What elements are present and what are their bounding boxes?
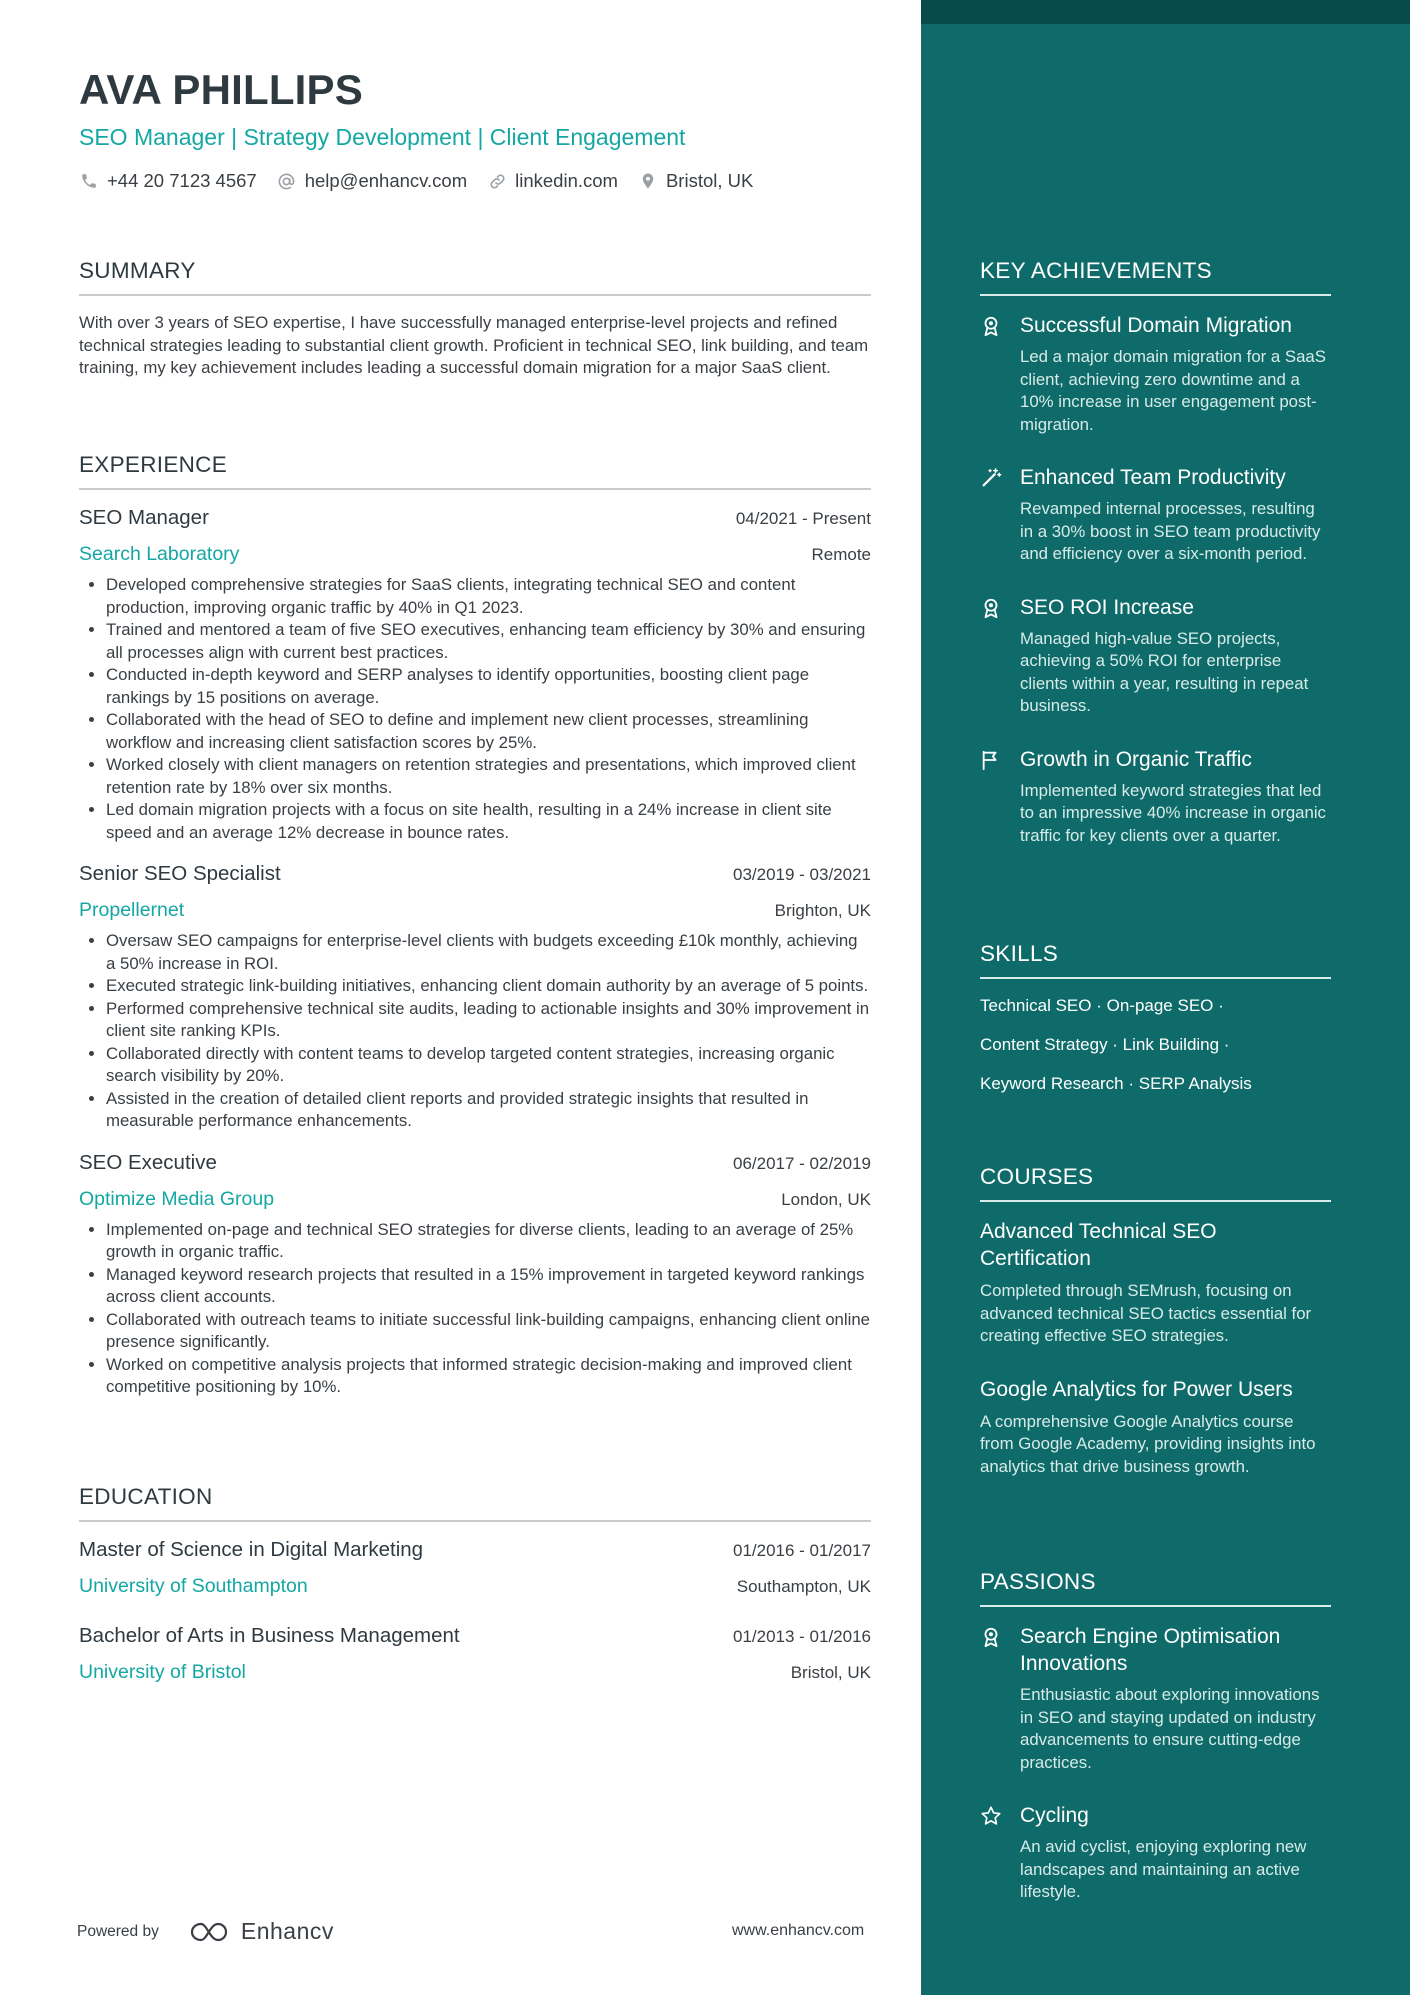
- job-role: SEO Executive: [79, 1150, 217, 1174]
- summary-heading: SUMMARY: [79, 258, 871, 296]
- education-section: [79, 1484, 871, 1710]
- flag-icon: [980, 749, 1002, 771]
- job-bullet: • Worked closely with client managers on retention strategies and presentations, which improved client retention rate by 18% over six months.: [106, 754, 871, 799]
- job-role: Senior SEO Specialist: [79, 862, 281, 885]
- achievement-title: Successful Domain Migration: [1020, 314, 1292, 337]
- course-item: [980, 1376, 1331, 1479]
- education-degree: Master of Science in Digital Marketing: [79, 1538, 424, 1561]
- job-bullet: • Collaborated with the head of SEO to define and implement new client processes, streamlining workflow and increasing client satisfaction scores by 25%.: [106, 709, 871, 754]
- achievement-item: [980, 464, 1331, 566]
- award-icon: [980, 315, 1002, 337]
- skills-section: [980, 941, 1331, 1112]
- skills-heading: SKILLS: [980, 941, 1331, 979]
- passions-section: [980, 1569, 1331, 1932]
- job-bullets: [79, 930, 871, 1133]
- job-bullet: • Oversaw SEO campaigns for enterprise-level clients with budgets exceeding £10k monthly, achieving a 50% increase in ROI.: [106, 930, 871, 975]
- passion-desc: An avid cyclist, enjoying exploring new landscapes and maintaining an active lifestyle.: [1020, 1837, 1307, 1901]
- job-location: London, UK: [781, 1189, 871, 1209]
- job-company: Propellernet: [79, 899, 185, 921]
- contact-phone-text: +44 20 7123 4567: [107, 170, 257, 191]
- education-school: University of Southampton: [79, 1575, 308, 1597]
- achievement-item: [980, 746, 1331, 848]
- contact-email-text: help@enhancv.com: [304, 170, 468, 191]
- job-location: Brighton, UK: [774, 901, 871, 920]
- at-icon: [277, 171, 297, 191]
- job-bullet: • Collaborated directly with content teams to develop targeted content strategies, increasing organic search visibility by 20%.: [106, 1043, 871, 1088]
- achievement-title: Growth in Organic Traffic: [1020, 747, 1252, 771]
- education-heading: EDUCATION: [79, 1484, 871, 1522]
- achievement-title: SEO ROI Increase: [1020, 595, 1194, 619]
- passion-desc: Enthusiastic about exploring innovations in SEO and staying updated on industry advancements to ensure cutting-edge practices.: [1020, 1685, 1320, 1772]
- achievements-heading: KEY ACHIEVEMENTS: [980, 258, 1331, 296]
- summary-text: With over 3 years of SEO expertise, I have successfully managed enterprise-level projects and refined technical strategies leading to substantial client growth. Proficient in technical SEO, link building, and team training, my key achievement includes leading a successful domain migration for a major SaaS client.: [79, 313, 869, 377]
- experience-heading: EXPERIENCE: [79, 452, 871, 490]
- course-desc: A comprehensive Google Analytics course from Google Academy, providing insights into analytics that drive business growth.: [980, 1411, 1316, 1476]
- star-icon: [980, 1805, 1002, 1827]
- location-pin-icon: [638, 171, 658, 191]
- contact-email[interactable]: [277, 170, 467, 192]
- course-item: [980, 1218, 1331, 1348]
- achievement-desc: Revamped internal processes, resulting in a 30% boost in SEO team productivity and efficiency over a six-month period.: [1020, 499, 1321, 563]
- phone-icon: [79, 171, 99, 191]
- skills-line: Content Strategy · Link Building ·: [980, 1035, 1230, 1054]
- contact-row: [79, 170, 773, 192]
- candidate-name: AVA PHILLIPS: [79, 66, 363, 113]
- contact-location: [638, 170, 753, 192]
- course-title: Google Analytics for Power Users: [980, 1377, 1293, 1401]
- education-entry: [79, 1538, 871, 1598]
- skills-line: Keyword Research · SERP Analysis: [980, 1074, 1252, 1093]
- experience-section: [79, 452, 871, 1417]
- job-bullet: • Conducted in-depth keyword and SERP analyses to identify opportunities, boosting client page rankings by 15 positions on average.: [106, 664, 871, 709]
- achievement-item: [980, 594, 1331, 718]
- contact-linkedin[interactable]: [487, 170, 618, 192]
- job-dates: 06/2017 - 02/2019: [732, 1153, 871, 1173]
- job-bullet: • Developed comprehensive strategies for SaaS clients, integrating technical SEO and content production, improving organic traffic by 40% in Q1 2023.: [106, 574, 871, 619]
- job-entry: [79, 506, 871, 844]
- contact-phone: [79, 170, 257, 192]
- powered-by: [77, 1918, 334, 1945]
- course-desc: Completed through SEMrush, focusing on advanced technical SEO tactics essential for creating effective SEO strategies.: [980, 1281, 1312, 1345]
- job-bullets: [79, 574, 871, 844]
- award-icon: [980, 1626, 1002, 1648]
- magic-wand-icon: [980, 467, 1002, 489]
- footer-url[interactable]: www.enhancv.com: [732, 1922, 865, 1939]
- passion-item: [980, 1802, 1331, 1904]
- achievement-desc: Implemented keyword strategies that led to an impressive 40% increase in organic traffic for key clients over a quarter.: [1020, 780, 1326, 845]
- summary-section: [79, 258, 871, 380]
- passions-heading: PASSIONS: [980, 1569, 1331, 1607]
- skills-line: Technical SEO · On-page SEO ·: [980, 996, 1224, 1015]
- job-dates: 03/2019 - 03/2021: [732, 865, 871, 884]
- course-title: Advanced Technical SEO Certification: [980, 1220, 1217, 1270]
- candidate-tagline: SEO Manager | Strategy Development | Client Engagement: [79, 124, 686, 150]
- education-dates: 01/2016 - 01/2017: [732, 1541, 871, 1560]
- job-bullet: • Collaborated with outreach teams to initiate successful link-building campaigns, enhancing client online presence significantly.: [106, 1309, 871, 1354]
- passion-title: Search Engine Optimisation Innovations: [1020, 1625, 1281, 1675]
- job-bullet: • Implemented on-page and technical SEO strategies for diverse clients, leading to an average of 25% growth in organic traffic.: [106, 1219, 871, 1264]
- achievement-title: Enhanced Team Productivity: [1020, 466, 1286, 489]
- powered-by-label: Powered by: [77, 1922, 159, 1940]
- job-company: Search Laboratory: [79, 543, 240, 565]
- courses-heading: COURSES: [980, 1164, 1331, 1202]
- sidebar-top-bar: [921, 0, 1410, 24]
- achievement-desc: Managed high-value SEO projects, achieving a 50% ROI for enterprise clients within a year, resulting in repeat business.: [1020, 628, 1309, 715]
- education-location: Southampton, UK: [736, 1577, 871, 1596]
- job-bullets: [79, 1219, 871, 1399]
- contact-linkedin-text: linkedin.com: [515, 170, 618, 191]
- education-location: Bristol, UK: [790, 1663, 871, 1682]
- job-bullet: • Managed keyword research projects that resulted in a 15% improvement in targeted keyword rankings across client accounts.: [106, 1264, 871, 1309]
- achievement-item: [980, 312, 1331, 436]
- passion-title: Cycling: [1020, 1804, 1089, 1827]
- job-location: Remote: [811, 545, 871, 564]
- job-bullet: • Led domain migration projects with a focus on site health, resulting in a 24% increase in client site speed and an average 12% decrease in bounce rates.: [106, 799, 871, 844]
- passion-item: [980, 1623, 1331, 1774]
- job-company: Optimize Media Group: [79, 1187, 275, 1210]
- achievement-desc: Led a major domain migration for a SaaS client, achieving zero downtime and a 10% increase in user engagement post-migration.: [1020, 347, 1326, 434]
- job-bullet: • Executed strategic link-building initiatives, enhancing client domain authority by an average of 5 points.: [106, 975, 871, 998]
- enhancv-logo-icon: [187, 1920, 233, 1944]
- enhancv-logo[interactable]: [187, 1918, 334, 1945]
- job-role: SEO Manager: [79, 506, 209, 529]
- job-bullet: • Performed comprehensive technical site audits, leading to actionable insights and 30% improvement in client site ranking KPIs.: [106, 998, 871, 1043]
- enhancv-logo-text: Enhancv: [240, 1918, 334, 1944]
- achievements-section: [980, 258, 1331, 875]
- contact-location-text: Bristol, UK: [665, 170, 754, 191]
- job-bullet: • Worked on competitive analysis projects that informed strategic decision-making and improved client competitive positioning by 10%.: [106, 1354, 871, 1399]
- job-entry: [79, 1151, 871, 1399]
- education-entry: [79, 1624, 871, 1684]
- award-icon: [980, 597, 1002, 619]
- job-bullet: • Assisted in the creation of detailed client reports and provided strategic insights that resulted in measurable performance enhancements.: [106, 1088, 871, 1133]
- education-degree: Bachelor of Arts in Business Management: [79, 1624, 460, 1647]
- job-bullet: • Trained and mentored a team of five SEO executives, enhancing team efficiency by 30% and ensuring all processes align with current best practices.: [106, 619, 871, 664]
- link-icon: [487, 171, 507, 191]
- education-dates: 01/2013 - 01/2016: [732, 1627, 871, 1646]
- courses-section: [980, 1164, 1331, 1506]
- job-dates: 04/2021 - Present: [735, 509, 871, 528]
- education-school: University of Bristol: [79, 1661, 246, 1683]
- job-entry: [79, 862, 871, 1133]
